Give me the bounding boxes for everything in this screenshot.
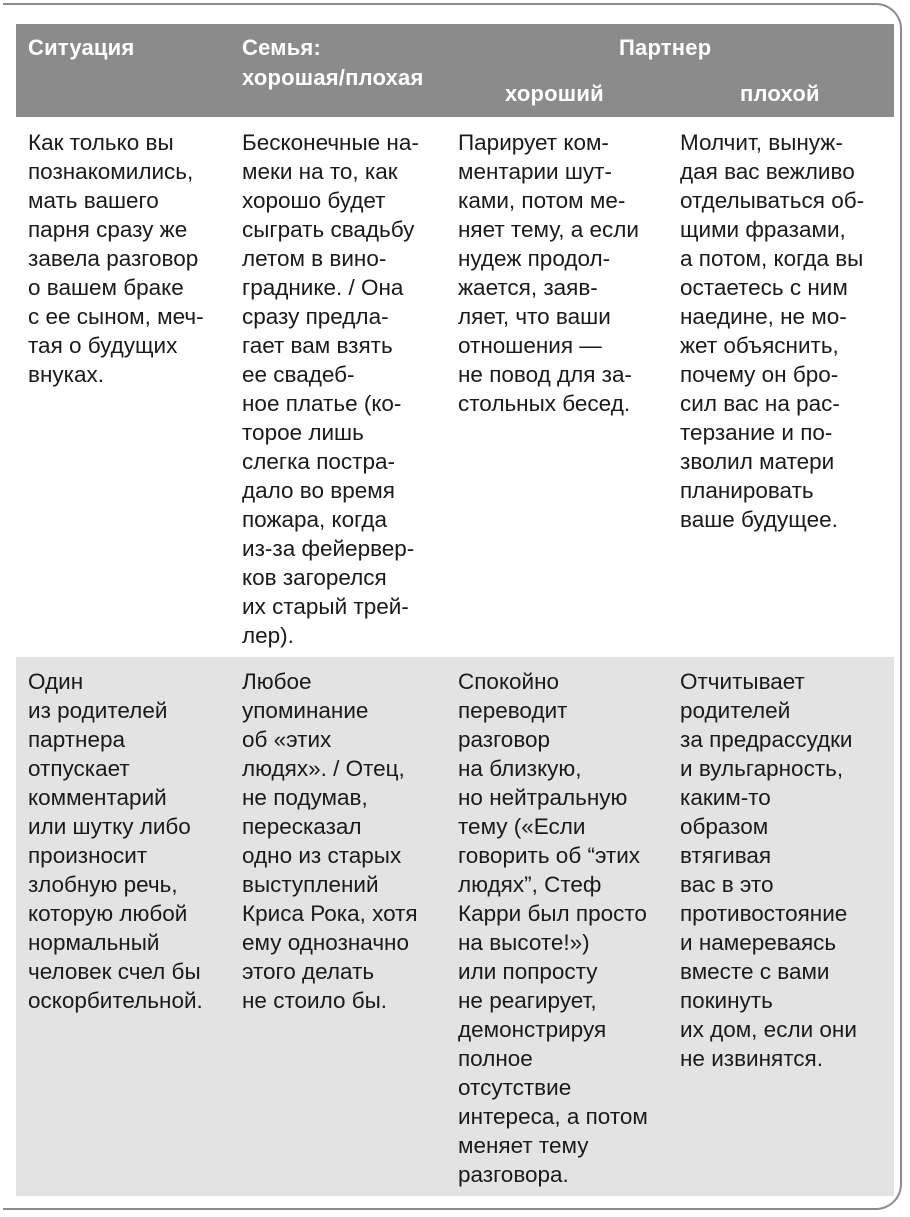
cell-family: Бесконечные на- меки на то, как хорошо будет сыграть свадьбу летом в вино- граднике. / Она сразу предла- гает вам взять ее свадеб- ное платье (ко- торое лишь слегка постра- дало во время пожара, когда из-за фейервер- ков загорелся их старый трей- лер). [242,130,419,648]
table-row [16,657,894,1196]
cell-situation: Как только вы познакомились, мать вашего парня сразу же завела разговор о вашем браке с ее сыном, меч- тая о будущих внуках. [28,130,204,387]
cell-partner-bad: Отчитывает родителей за предрассудки и вульгарность, каким-то образом втягивая вас в это противостояние и намереваясь вместе с вами покинуть их дом, если они не извинятся. [680,669,857,1071]
cell-situation: Один из родителей партнера отпускает комментарий или шутку либо произносит злобную речь, которую любой нормальный человек счел бы оскорбительной. [28,669,203,1013]
header-family: Семья: хорошая/плохая [242,35,424,90]
table-row [16,117,894,657]
header-partner-bad: плохой [740,81,820,106]
cell-partner-good: Парирует ком- ментарии шут- ками, потом ме- няет тему, а если нудеж продол- жается, заяв- ляет, что ваши отношения — не повод для за- стольных бесед. [458,130,639,416]
header-situation: Ситуация [28,35,135,60]
header-partner-good: хороший [505,81,604,106]
cell-partner-bad: Молчит, вынуж- дая вас вежливо отделываться об- щими фразами, а потом, когда вы остаетесь с ним наедине, не мо- жет объяснить, почему он бро- сил вас на рас- терзание и по- зволил матери планировать ваше будущее. [680,130,865,532]
table-header [16,24,894,117]
cell-family: Любое упоминание об «этих людях». / Отец, не подумав, пересказал одно из старых выступлений Криса Рока, хотя ему однозначно этого делать не стоило бы. [242,669,418,1013]
cell-partner-good: Спокойно переводит разговор на близкую, но нейтральную тему («Если говорить об “этих людях”, Стеф Карри был просто на высоте!») или попросту не реагирует, демонстрируя полное отсутствие интереса, а потом меняет тему разговора. [458,669,648,1187]
header-partner: Партнер [619,35,712,60]
